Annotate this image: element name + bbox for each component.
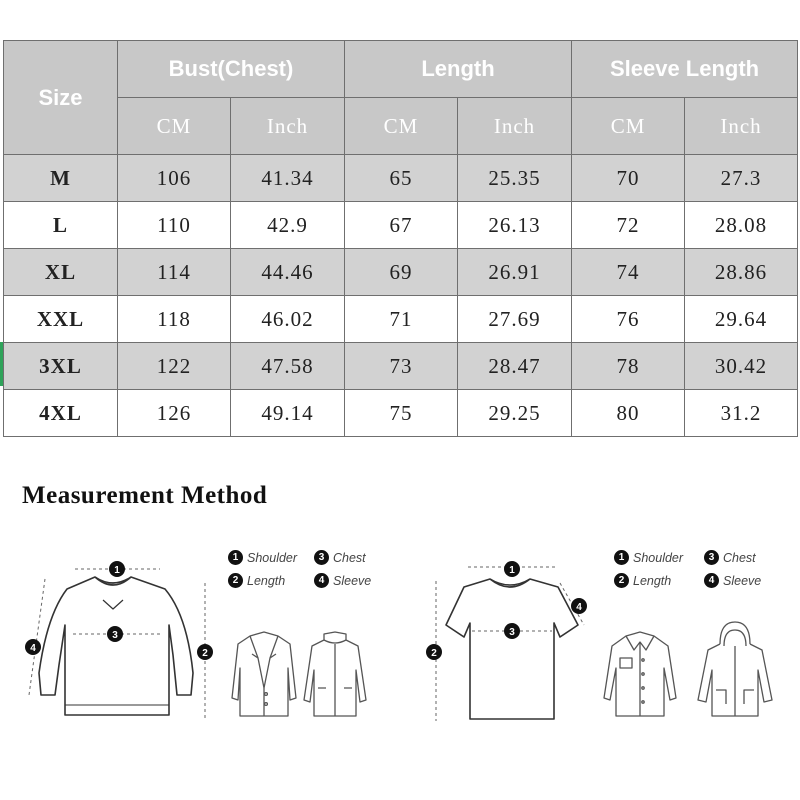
sweater-outline	[39, 577, 193, 715]
table-cell: 29.25	[458, 390, 572, 437]
hoodie-icon	[690, 620, 780, 720]
table-cell: 26.13	[458, 202, 572, 249]
table-cell: 42.9	[231, 202, 345, 249]
unit-header: CM	[345, 98, 458, 155]
tshirt-outline	[446, 579, 578, 719]
table-cell: 75	[345, 390, 458, 437]
table-cell: 30.42	[685, 343, 798, 390]
table-row	[4, 343, 798, 390]
table-cell: 118	[118, 296, 231, 343]
svg-text:4: 4	[576, 602, 582, 613]
size-cell: XXL	[4, 296, 118, 343]
length-header: Length	[345, 41, 572, 98]
size-cell: M	[4, 155, 118, 202]
svg-text:1: 1	[114, 565, 120, 576]
marker-shoulder	[504, 561, 520, 577]
table-cell: 27.69	[458, 296, 572, 343]
table-cell: 46.02	[231, 296, 345, 343]
table-cell: 27.3	[685, 155, 798, 202]
bust-chest-header: Bust(Chest)	[118, 41, 345, 98]
unit-header: CM	[572, 98, 685, 155]
measurement-method-title: Measurement Method	[22, 482, 268, 509]
legend-item: 3 Chest	[314, 550, 366, 565]
legend-left	[228, 550, 378, 590]
table-cell: 67	[345, 202, 458, 249]
legend-item: 2 Length	[228, 573, 285, 588]
sleeve-length-header: Sleeve Length	[572, 41, 798, 98]
svg-text:1: 1	[509, 565, 515, 576]
table-cell: 29.64	[685, 296, 798, 343]
shirt-icon	[600, 628, 680, 720]
legend-right	[614, 550, 774, 590]
sleeve-line	[29, 579, 45, 695]
marker-sleeve	[571, 598, 587, 614]
table-cell: 28.08	[685, 202, 798, 249]
legend-item: 1 Shoulder	[228, 550, 297, 565]
table-cell: 44.46	[231, 249, 345, 296]
legend-item: 4 Sleeve	[314, 573, 371, 588]
unit-header: Inch	[231, 98, 345, 155]
sweater-collar-v	[103, 600, 123, 609]
unit-header: CM	[118, 98, 231, 155]
svg-text:3: 3	[112, 630, 118, 641]
table-cell: 126	[118, 390, 231, 437]
table-cell: 78	[572, 343, 685, 390]
unit-header: Inch	[458, 98, 572, 155]
table-cell: 70	[572, 155, 685, 202]
marker-chest	[107, 626, 123, 642]
size-cell: XL	[4, 249, 118, 296]
table-cell: 49.14	[231, 390, 345, 437]
svg-text:2: 2	[431, 648, 437, 659]
table-cell: 106	[118, 155, 231, 202]
table-cell: 114	[118, 249, 231, 296]
table-row	[4, 390, 798, 437]
table-cell: 122	[118, 343, 231, 390]
table-cell: 72	[572, 202, 685, 249]
svg-text:2: 2	[202, 648, 208, 659]
table-cell: 31.2	[685, 390, 798, 437]
size-chart-table	[3, 40, 798, 437]
legend-item: 4 Sleeve	[704, 573, 761, 588]
table-cell: 80	[572, 390, 685, 437]
table-cell: 76	[572, 296, 685, 343]
table-cell: 47.58	[231, 343, 345, 390]
marker-length	[426, 644, 442, 660]
table-cell: 25.35	[458, 155, 572, 202]
table-row	[4, 249, 798, 296]
table-cell: 71	[345, 296, 458, 343]
legend-item: 1 Shoulder	[614, 550, 683, 565]
zip-jacket-icon	[300, 628, 370, 720]
table-cell: 69	[345, 249, 458, 296]
size-column-header: Size	[4, 41, 118, 155]
table-cell: 74	[572, 249, 685, 296]
table-cell: 28.47	[458, 343, 572, 390]
svg-text:4: 4	[30, 643, 36, 654]
marker-shoulder	[109, 561, 125, 577]
table-cell: 65	[345, 155, 458, 202]
marker-chest	[504, 623, 520, 639]
blazer-icon	[228, 628, 300, 720]
table-row	[4, 296, 798, 343]
marker-length	[197, 644, 213, 660]
table-row	[4, 202, 798, 249]
table-cell: 41.34	[231, 155, 345, 202]
marker-sleeve	[25, 639, 41, 655]
size-cell: 3XL	[4, 343, 118, 390]
table-row	[4, 155, 798, 202]
sweater-measurement-diagram	[15, 555, 220, 730]
tshirt-measurement-diagram	[418, 555, 603, 730]
table-cell: 26.91	[458, 249, 572, 296]
unit-header: Inch	[685, 98, 798, 155]
legend-item: 2 Length	[614, 573, 671, 588]
svg-text:3: 3	[509, 627, 515, 638]
table-cell: 28.86	[685, 249, 798, 296]
size-cell: L	[4, 202, 118, 249]
size-cell: 4XL	[4, 390, 118, 437]
table-cell: 110	[118, 202, 231, 249]
table-cell: 73	[345, 343, 458, 390]
legend-item: 3 Chest	[704, 550, 756, 565]
